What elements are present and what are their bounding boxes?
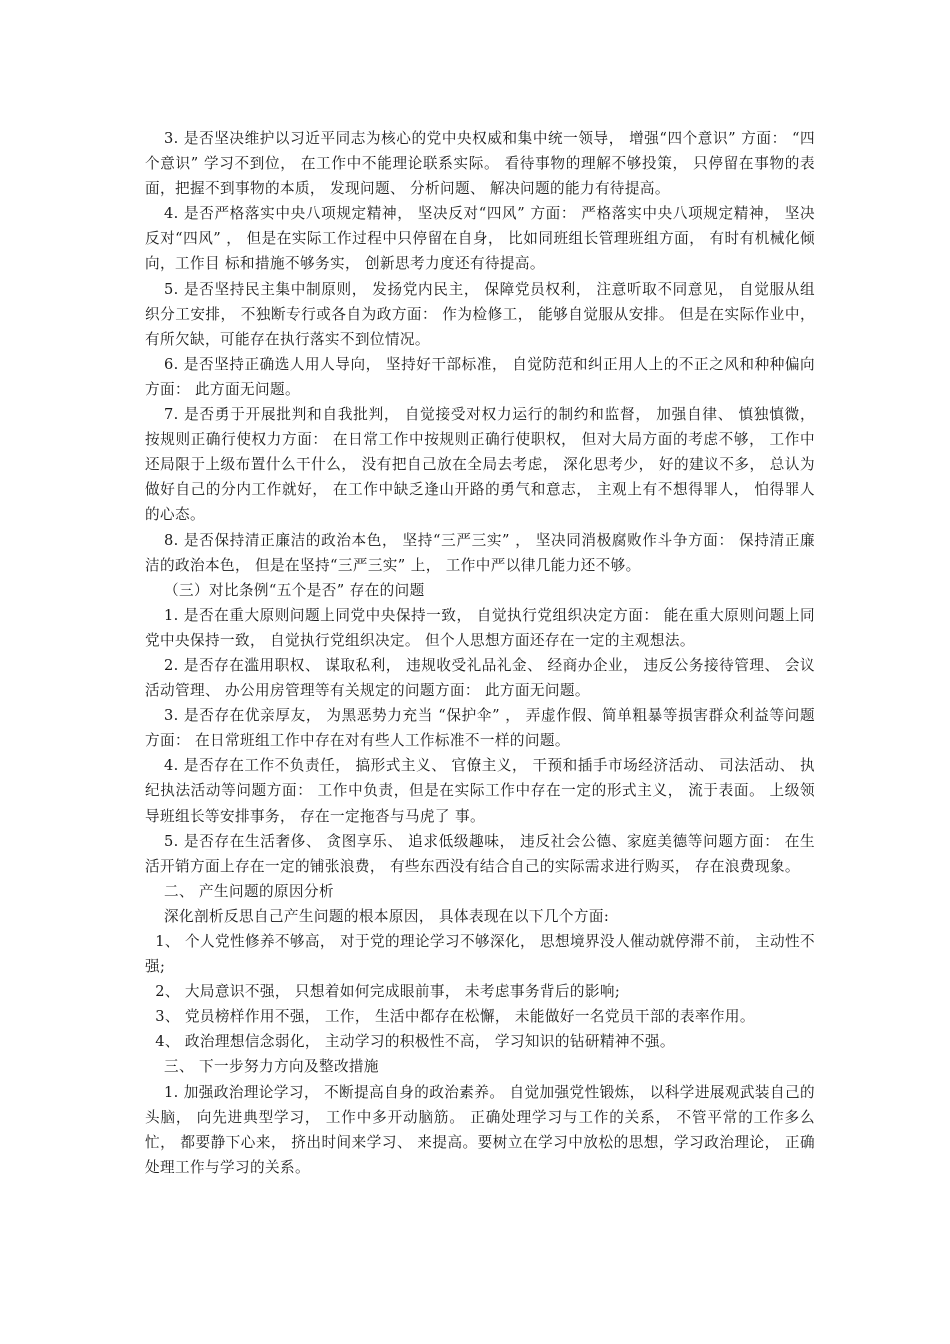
paragraph: 6. 是否坚持正确选人用人导向， 坚持好干部标准， 自觉防范和纠正用人上的不正之风和种种偏向方面： 此方面无问题。 [145,355,815,398]
paragraph: 深化剖析反思自己产生问题的根本原因， 具体表现在以下几个方面: [163,907,610,925]
list-item: 3、 党员榜样作用不强， 工作， 生活中都存在松懈， 未能做好一名党员干部的表率作用。 [155,1008,755,1026]
paragraph: 4. 是否存在工作不负责任， 搞形式主义、 官僚主义， 干预和插手市场经济活动、 司法活动、 执纪执法活动等问题方面： 工作中负责，但是在实际工作中存在一定的形式主义， 流于表面。 上级领导班组长等安排事务， 存在一定拖沓与马虎了 事。 [145,757,815,825]
section-heading: （三）对比条例“五个是否” 存在的问题 [163,581,425,599]
section-heading: 二、 产生问题的原因分析 [163,882,334,900]
paragraph: 7. 是否勇于开展批判和自我批判， 自觉接受对权力运行的制约和监督， 加强自律、 慎独慎微， 按规则正确行使权力方面： 在日常工作中按规则正确行使职权， 但对大局方面的考虑不够， 工作中还局限于上级布置什么干什么， 没有把自己放在全局去考虑， 深化思考少， 好的建议不多， 总认为做好自己的分内工作就好， 在工作中缺乏逢山开路的勇气和意志， 主观上有不想得罪人， 怕得罪人的心态。 [145,406,815,524]
list-item: 4、 政治理想信念弱化， 主动学习的积极性不高， 学习知识的钻研精神不强。 [155,1033,675,1051]
paragraph: 1. 是否在重大原则问题上同党中央保持一致， 自觉执行党组织决定方面： 能在重大原则问题上同党中央保持一致， 自觉执行党组织决定。 但个人思想方面还存在一定的主观想法。 [145,606,815,649]
document-body [145,126,815,1180]
paragraph: 5. 是否坚持民主集中制原则， 发扬党内民主， 保障党员权利， 注意听取不同意见， 自觉服从组织分工安排， 不独断专行或各自为政方面： 作为检修工， 能够自觉服从安排。 但是在实际作业中， 有所欠缺，可能存在执行落实不到位情况。 [145,280,815,348]
paragraph: 3. 是否坚决维护以习近平同志为核心的党中央权威和集中统一领导， 增强“四个意识” 方面： “四个意识” 学习不到位， 在工作中不能理论联系实际。 看待事物的理解不够投策， 只停留在事物的表面，把握不到事物的本质， 发现问题、 分析问题、 解决问题的能力有待提高。 [145,130,815,198]
list-item: 1、 个人党性修养不够高， 对于党的理论学习不够深化， 思想境界没人催动就停滞不前， 主动性不强; [145,933,815,976]
paragraph: 1. 加强政治理论学习， 不断提高自身的政治素养。 自觉加强党性锻炼， 以科学进展观武装自己的头脑， 向先进典型学习， 工作中多开动脑筋。 正确处理学习与工作的关系， 不管平常的工作多么忙， 都要静下心来， 挤出时间来学习、 来提高。要树立在学习中放松的思想，学习政治理论， 正确处理工作与学习的关系。 [145,1083,816,1176]
paragraph: 2. 是否存在滥用职权、 谋取私利， 违规收受礼品礼金、 经商办企业， 违反公务接待管理、 会议活动管理、 办公用房管理等有关规定的问题方面： 此方面无问题。 [145,656,815,700]
paragraph: 3. 是否存在优亲厚友， 为黑恶势力充当 “保护伞” ， 弄虚作假、简单粗暴等损害群众利益等问题方面： 在日常班组工作中存在对有些人工作标准不一样的问题。 [145,707,815,750]
paragraph: 8. 是否保持清正廉洁的政治本色， 坚持“三严三实” ， 坚决同消极腐败作斗争方面： 保持清正廉洁的政治本色， 但是在坚持“三严三实” 上， 工作中严以律几能力还不够。 [145,531,815,574]
section-heading: 三、 下一步努力方向及整改措施 [163,1058,379,1076]
list-item: 2、 大局意识不强， 只想着如何完成眼前事， 未考虑事务背后的影响; [155,983,621,1001]
paragraph: 4. 是否严格落实中央八项规定精神， 坚决反对“四风” 方面： 严格落实中央八项规定精神， 坚决反对“四风” ， 但是在实际工作过程中只停留在自身， 比如同班组长管理班组方面， 有时有机械化倾向，工作目 标和措施不够务实， 创新思考力度还有待提高。 [145,205,815,273]
paragraph: 5. 是否存在生活奢侈、 贪图享乐、 追求低级趣味， 违反社会公德、家庭美德等问题方面： 在生活开销方面上存在一定的铺张浪费， 有些东西没有结合自己的实际需求进行购买， 存在浪费现象。 [145,832,815,875]
